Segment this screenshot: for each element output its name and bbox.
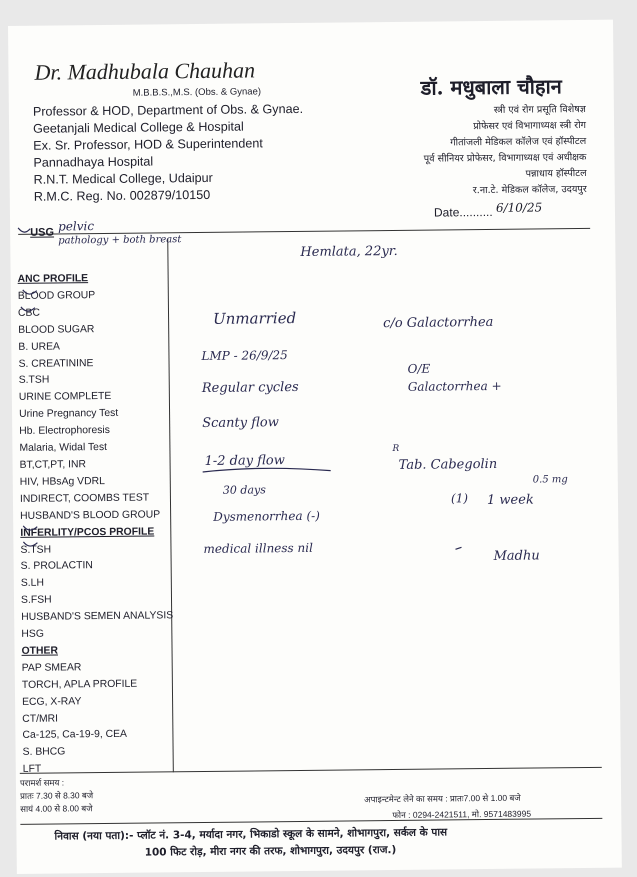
- header-line-en: Professor & HOD, Department of Obs. & Gynae.: [32, 101, 304, 119]
- consult-time-morning: प्रातः 7.30 से 8.30 बजे: [20, 790, 94, 801]
- header-line-hi: पूर्व सीनियर प्रोफेसर, विभागाध्यक्ष एवं अधीक्षक: [423, 151, 587, 165]
- consult-time-evening: सायं 4.00 से 8.00 बजे: [20, 803, 93, 814]
- handwritten-dysmenorrhea: Dysmenorrhea (-): [213, 508, 320, 524]
- handwritten-usg-note: pelvic: [58, 219, 95, 234]
- list-item: HUSBAND'S SEMEN ANALYSIS: [21, 610, 174, 624]
- header-line-en: Pannadhaya Hospital: [33, 154, 154, 170]
- handwritten-rx: R: [392, 443, 400, 454]
- list-item: BLOOD SUGAR: [18, 323, 95, 336]
- handwritten-interval: 30 days: [222, 483, 266, 497]
- header-line-hi: प्रोफेसर एवं विभागाध्यक्ष स्त्री रोग: [473, 119, 587, 133]
- header-line-hi: र.ना.टे. मेडिकल कॉलेज, उदयपुर: [472, 183, 587, 197]
- handwritten-dose: 0.5 mg: [532, 474, 568, 486]
- list-item: S. PROLACTIN: [20, 560, 93, 573]
- handwritten-flow: Scanty flow: [202, 415, 279, 431]
- list-item: S.TSH: [20, 544, 52, 556]
- list-item: ECG, X-RAY: [22, 695, 82, 708]
- list-item: HIV, HBsAg VDRL: [19, 475, 105, 488]
- list-item: PAP SMEAR: [21, 662, 82, 674]
- header-line-hi: गीतांजली मेडिकल कॉलेज एवं हॉस्पीटल: [450, 135, 587, 149]
- handwritten-complaint: Unmarried: [212, 308, 297, 328]
- list-item: B. UREA: [18, 341, 60, 353]
- appointment-time: अपाइन्टमेन्ट लेने का समय : प्रातः7.00 से 1.00 बजे: [364, 792, 521, 805]
- doctor-degrees: M.B.B.S.,M.S. (Obs. & Gynae): [132, 86, 262, 99]
- list-heading: ANC PROFILE: [17, 273, 89, 285]
- list-item: URINE COMPLETE: [18, 391, 112, 404]
- handwritten-duration: 1 week: [486, 492, 534, 509]
- list-item: HSG: [21, 628, 44, 640]
- list-item: S.LH: [20, 577, 45, 590]
- doctor-name-hi: डॉ. मधुबाला चौहान: [420, 74, 562, 100]
- list-item: CBC: [17, 307, 41, 319]
- handwritten-lmp: LMP - 26/9/25: [201, 348, 288, 363]
- header-line-en: Ex. Sr. Professor, HOD & Superintendent: [33, 136, 263, 153]
- date-label: Date..........: [433, 204, 493, 220]
- list-item: S. CREATININE: [18, 357, 94, 370]
- list-item: BT,CT,PT, INR: [19, 459, 87, 471]
- handwritten-oe: O/E: [407, 361, 431, 376]
- header-line-hi: स्त्री एवं रोग प्रसूति विशेषज्ञ: [493, 103, 586, 116]
- consult-time-label: परामर्श समय :: [19, 777, 65, 788]
- phone-numbers: फोन : 0294-2421511, मो. 9571483995: [392, 808, 532, 821]
- pen-strokes: [8, 20, 622, 874]
- address-line: निवास (नया पता):- प्लॉट नं. 3-4, मर्यादा नगर, भिकाडो स्कूल के सामने, शोभागपुरा, सर्कल के पास: [54, 826, 448, 843]
- address-line: 100 फिट रोड़, मीरा नगर की तरफ, शोभागपुरा, उदयपुर (राज.): [144, 843, 397, 859]
- list-item: INDIRECT, COOMBS TEST: [19, 492, 150, 505]
- handwritten-patient: Hemlata, 22yr.: [300, 243, 398, 260]
- list-item: Hb. Electrophoresis: [19, 425, 110, 438]
- handwritten-cycles: Regular cycles: [201, 379, 299, 396]
- list-item: CT/MRI: [22, 713, 59, 725]
- list-item: Urine Pregnancy Test: [19, 408, 119, 421]
- usg-label: USG: [30, 226, 55, 239]
- handwritten-medical-history: medical illness nil: [203, 540, 313, 556]
- list-item: HUSBAND'S BLOOD GROUP: [20, 509, 161, 522]
- handwritten-signature: Madhu: [493, 548, 540, 564]
- handwritten-days: 1-2 day flow: [204, 453, 285, 469]
- handwritten-tab: Tab. Cabegolin: [398, 456, 498, 473]
- prescription-sheet: [8, 20, 622, 874]
- list-item: S.FSH: [20, 594, 52, 607]
- list-heading: OTHER: [21, 645, 58, 657]
- list-item: S.TSH: [18, 375, 50, 387]
- list-item: S. BHCG: [22, 746, 66, 759]
- handwritten-oe-finding: Galactorrhea +: [407, 378, 502, 394]
- list-item: BLOOD GROUP: [17, 290, 96, 302]
- header-line-en: Geetanjali Medical College & Hospital: [33, 119, 244, 136]
- list-item: Ca-125, Ca-19-9, CEA: [22, 729, 128, 742]
- handwritten-complaint: c/o Galactorrhea: [383, 314, 494, 332]
- header-line-en: R.N.T. Medical College, Udaipur: [33, 170, 213, 187]
- list-heading: INFERLITY/PCOS PROFILE: [20, 526, 155, 539]
- header-line-hi: पन्नाधाय हॉस्पीटल: [525, 167, 587, 180]
- handwritten-usg-note: pathology + both breast: [58, 234, 182, 247]
- date-value: 6/10/25: [495, 200, 543, 215]
- list-item: Malaria, Widal Test: [19, 442, 108, 454]
- list-item: LFT: [22, 763, 42, 776]
- handwritten-frequency: (1): [450, 491, 469, 506]
- doctor-name-en: Dr. Madhubala Chauhan: [34, 57, 256, 85]
- list-item: TORCH, APLA PROFILE: [21, 678, 138, 691]
- header-line-en: R.M.C. Reg. No. 002879/10150: [33, 187, 211, 204]
